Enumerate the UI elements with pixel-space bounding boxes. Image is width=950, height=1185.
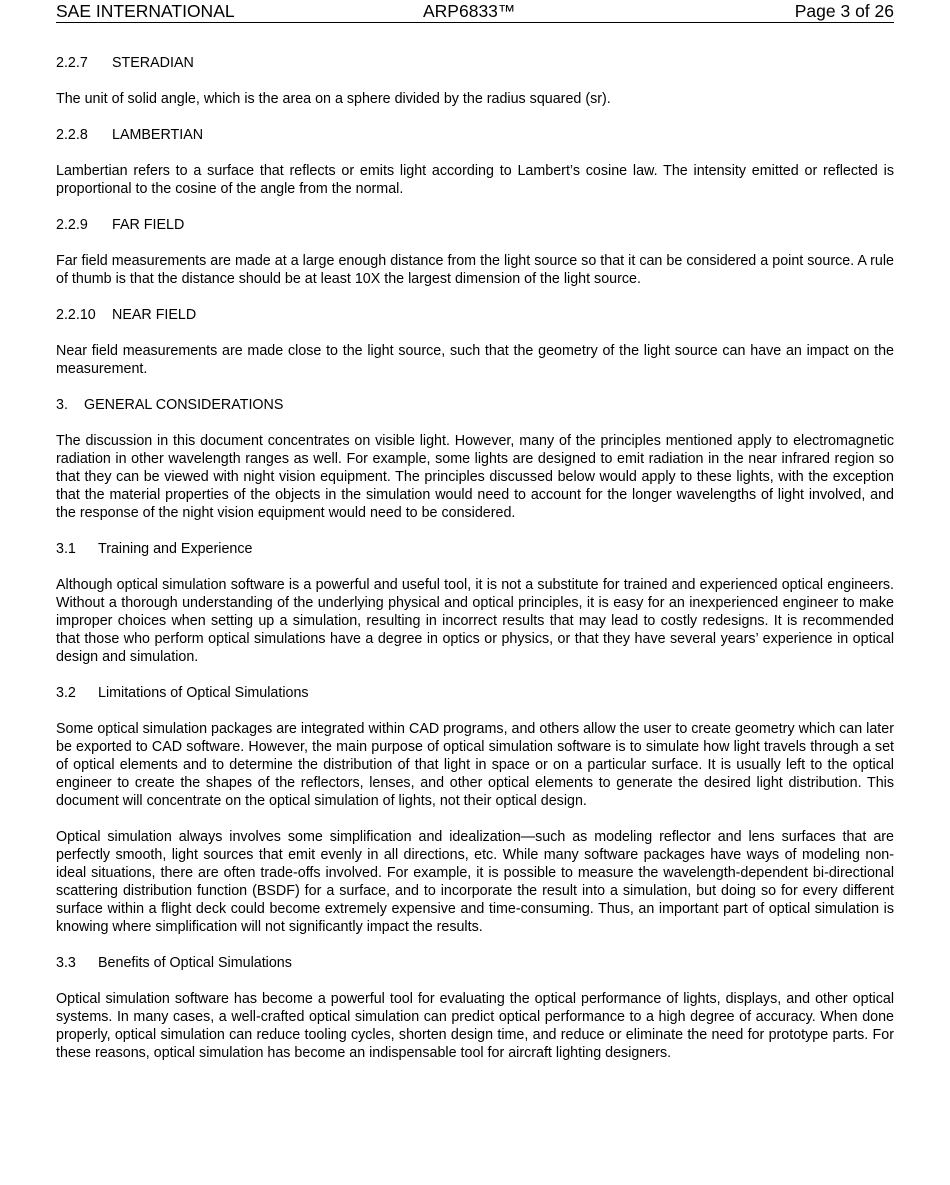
section-heading [56,54,894,72]
section-title: FAR FIELD [112,217,185,233]
paragraph: Although optical simulation software is a powerful and useful tool, it is not a substitute for trained and experienced optical engineers. Without a thorough understanding of the underlying physical and optical principles, it is easy for an inexperienced engineer to make improper choices when setting up a simulation, resulting in incorrect results that may lead to costly redesigns. It is recommended that those who perform optical simulations have a degree in optics or physics, or that they have several years’ experience in optical design and simulation. [56,577,894,665]
section-title: Benefits of Optical Simulations [98,955,292,971]
page-header [56,1,894,23]
paragraph: Far field measurements are made at a large enough distance from the light source so that it can be considered a point source. A rule of thumb is that the distance should be at least 10X the largest dimension of the light source. [56,253,894,287]
section-title: GENERAL CONSIDERATIONS [84,397,284,413]
paragraph: Some optical simulation packages are integrated within CAD programs, and others allow the user to create geometry which can later be exported to CAD software. However, the main purpose of optical simulation software is to simulate how light travels through a set of optical elements and to determine the distribution of that light in space or on a particular surface. It is usually left to the optical engineer to create the shapes of the reflectors, lenses, and other optical elements to generate the desired light distribution. This document will concentrate on the optical simulation of lights, not their optical design. [56,721,894,809]
header-page-number: Page 3 of 26 [794,1,894,21]
header-document-id: ARP6833™ [423,1,516,21]
section-heading [56,954,894,972]
section-number: 3. [56,397,68,413]
section-number: 3.1 [56,541,76,557]
paragraph: Optical simulation software has become a powerful tool for evaluating the optical performance of lights, displays, and other optical systems. In many cases, a well-crafted optical simulation can predict optical performance to a high degree of accuracy. When done properly, optical simulation can reduce tooling cycles, shorten design time, and reduce or eliminate the need for prototype parts. For these reasons, optical simulation has become an indispensable tool for aircraft lighting designers. [56,991,894,1061]
section-title: LAMBERTIAN [112,127,204,143]
section-number: 2.2.10 [56,307,96,323]
section-number: 2.2.9 [56,217,88,233]
document-body [56,54,894,1062]
section-number: 3.3 [56,955,76,971]
paragraph: The discussion in this document concentrates on visible light. However, many of the principles mentioned apply to electromagnetic radiation in other wavelength ranges as well. For example, some lights are designed to emit radiation in the near infrared region so that they can be viewed with night vision equipment. The principles discussed below would apply to these lights, with the exception that the material properties of the objects in the simulation would need to account for the longer wavelengths of light involved, and the response of the night vision equipment would need to be considered. [56,433,894,521]
section-heading [56,684,894,702]
section-heading [56,216,894,234]
section-heading [56,540,894,558]
paragraph: Lambertian refers to a surface that reflects or emits light according to Lambert’s cosine law. The intensity emitted or reflected is proportional to the cosine of the angle from the normal. [56,163,894,197]
section-number: 2.2.8 [56,127,88,143]
paragraph: Optical simulation always involves some simplification and idealization—such as modeling reflector and lens surfaces that are perfectly smooth, light sources that emit evenly in all directions, etc. While many software packages have ways of modeling non-ideal situations, there are often trade-offs involved. For example, it is possible to measure the wavelength-dependent bi-directional scattering distribution function (BSDF) for a surface, and to incorporate the result into a simulation, but doing so for every different surface within a flight deck could become extremely expensive and time-consuming. Thus, an important part of optical simulation is knowing where simplification will not significantly impact the results. [56,829,894,935]
section-title: STERADIAN [112,55,194,71]
section-title: Limitations of Optical Simulations [98,685,309,701]
section-heading [56,306,894,324]
section-heading [56,396,894,414]
section-number: 3.2 [56,685,76,701]
section-title: Training and Experience [98,541,253,557]
header-organization: SAE INTERNATIONAL [56,1,235,21]
section-heading [56,126,894,144]
document-page [56,0,894,1080]
paragraph: Near field measurements are made close to the light source, such that the geometry of the light source can have an impact on the measurement. [56,343,894,377]
section-number: 2.2.7 [56,55,88,71]
paragraph: The unit of solid angle, which is the area on a sphere divided by the radius squared (sr). [56,91,611,107]
section-title: NEAR FIELD [112,307,197,323]
